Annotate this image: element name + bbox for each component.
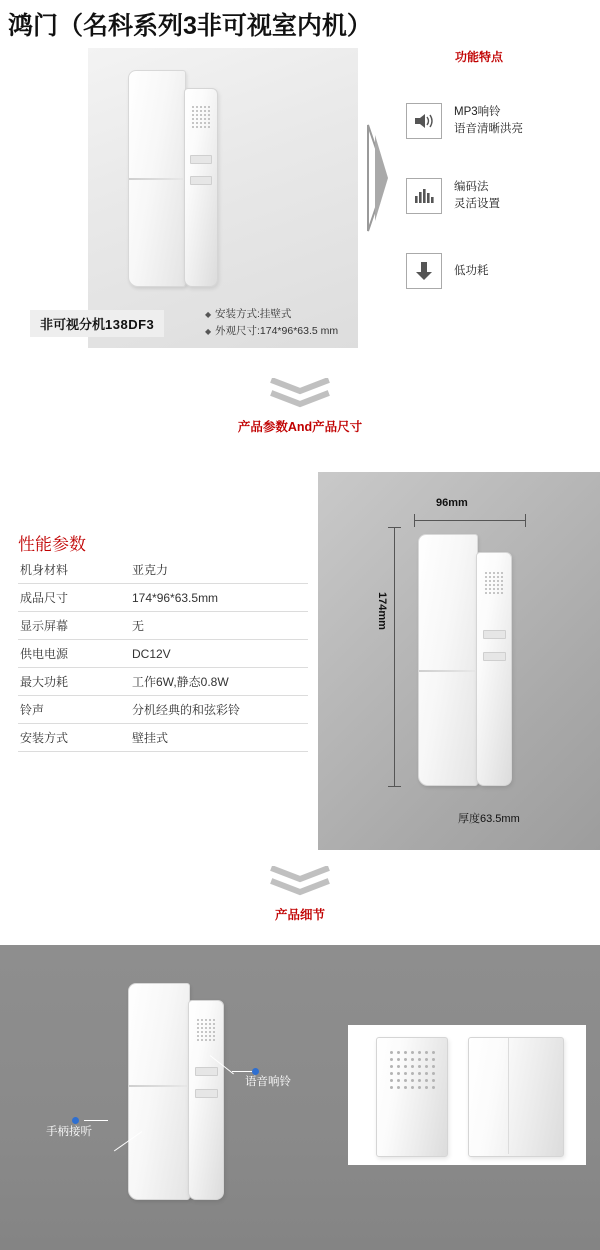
- dimension-height-tick-top: [388, 527, 401, 528]
- chevron-down-icon: [270, 866, 330, 896]
- product-hero-photo: [88, 48, 358, 348]
- param-key: 供电电源: [18, 640, 120, 668]
- closeup-panel-right: [468, 1037, 564, 1157]
- table-row: [18, 668, 308, 696]
- feature-line2: 灵活设置: [454, 198, 500, 210]
- dimension-height-line: [394, 527, 395, 787]
- feature-text-mp3: [454, 104, 523, 138]
- param-value: 无: [120, 612, 308, 640]
- dimension-width-tick-left: [414, 514, 415, 527]
- device-speaker-grille: [485, 572, 503, 594]
- device-button-upper: [195, 1067, 218, 1076]
- feature-line1: 编码法: [454, 181, 489, 193]
- model-label: 非可视分机: [40, 317, 106, 332]
- table-row: [18, 724, 308, 752]
- device-button-upper: [483, 630, 506, 639]
- table-row: [18, 556, 308, 584]
- table-row: [18, 584, 308, 612]
- dimension-height-tick-bottom: [388, 786, 401, 787]
- bullet-diamond-icon: ◆: [205, 310, 212, 319]
- params-table: [18, 556, 308, 752]
- brand-name: 鸿门: [8, 12, 59, 40]
- speaker-icon: [406, 103, 442, 139]
- model-badge: [30, 310, 164, 337]
- large-arrow-icon: [366, 123, 392, 233]
- callout-label-handset: [46, 1125, 92, 1140]
- feature-row-mp3: [406, 103, 596, 139]
- device-handset-seam: [129, 1085, 187, 1087]
- param-value: 亚克力: [120, 556, 308, 584]
- model-code: 138DF3: [105, 317, 155, 332]
- features-panel: [358, 48, 600, 348]
- callout-dot-speaker: [252, 1068, 259, 1075]
- device-speaker-grille: [197, 1019, 215, 1041]
- param-value: DC12V: [120, 640, 308, 668]
- dimension-photo: [318, 472, 600, 850]
- dimension-width-line: [414, 520, 526, 521]
- features-title: 功能特点: [454, 50, 503, 64]
- param-value: 174*96*63.5mm: [120, 584, 308, 612]
- model-spec-list: [205, 306, 338, 340]
- feature-row-lowpower: [406, 253, 596, 289]
- table-row: [18, 612, 308, 640]
- feature-line2: 语音清晰洪亮: [454, 123, 523, 135]
- param-key: 显示屏幕: [18, 612, 120, 640]
- device-handset-seam: [419, 670, 475, 672]
- param-value: 壁挂式: [120, 724, 308, 752]
- callout-line-handset-horizontal: [84, 1120, 108, 1121]
- feature-text-encoding: [454, 179, 500, 213]
- list-item: [205, 306, 338, 323]
- param-key: 成品尺寸: [18, 584, 120, 612]
- equalizer-icon: [406, 178, 442, 214]
- spec-text: 安装方式:挂壁式: [215, 308, 292, 320]
- feature-text-lowpower: [454, 263, 489, 280]
- table-row: [18, 696, 308, 724]
- page-title: [8, 6, 372, 42]
- param-value: 工作6W,静态0.8W: [120, 668, 308, 696]
- feature-row-encoding: [406, 178, 596, 214]
- dimension-width-label: 96mm: [436, 497, 468, 509]
- closeup-panel-seam: [508, 1038, 509, 1154]
- detail-closeup-photo: [348, 1025, 586, 1165]
- callout-dot-handset: [72, 1117, 79, 1124]
- table-row: [18, 640, 308, 668]
- device-speaker-grille: [192, 106, 210, 128]
- section-divider-params: [0, 378, 600, 435]
- callout-handset-line1: 手柄接听: [46, 1126, 92, 1138]
- dimension-height-label: 174mm: [376, 592, 388, 630]
- param-key: 最大功耗: [18, 668, 120, 696]
- list-item: [205, 323, 338, 340]
- param-key: 铃声: [18, 696, 120, 724]
- param-value: 分机经典的和弦彩铃: [120, 696, 308, 724]
- callout-label-speaker: 语音响铃: [245, 1076, 291, 1088]
- feature-line1: MP3响铃: [454, 106, 501, 118]
- device-button-lower: [190, 176, 212, 185]
- bullet-diamond-icon: ◆: [205, 327, 212, 336]
- param-key: 安装方式: [18, 724, 120, 752]
- device-handset: [128, 983, 190, 1200]
- divider-label: 产品参数And产品尺寸: [237, 420, 363, 434]
- dimension-width-tick-right: [525, 514, 526, 527]
- chevron-down-icon: [270, 378, 330, 408]
- device-button-lower: [483, 652, 506, 661]
- section-divider-details: [0, 866, 600, 923]
- product-title: （名科系列3非可视室内机）: [58, 12, 372, 40]
- device-handset: [418, 534, 478, 786]
- param-key: 机身材料: [18, 556, 120, 584]
- spec-text: 外观尺寸:174*96*63.5 mm: [215, 325, 339, 337]
- device-handset-seam: [129, 178, 183, 180]
- page-header: [0, 0, 600, 48]
- closeup-speaker-grille: [390, 1051, 435, 1089]
- dimension-thickness-label: 厚度63.5mm: [458, 813, 520, 825]
- divider-label: 产品细节: [274, 908, 325, 922]
- down-arrow-icon: [406, 253, 442, 289]
- params-title: 性能参数: [18, 535, 86, 554]
- device-button-upper: [190, 155, 212, 164]
- feature-line1: 低功耗: [454, 264, 489, 277]
- device-button-lower: [195, 1089, 218, 1098]
